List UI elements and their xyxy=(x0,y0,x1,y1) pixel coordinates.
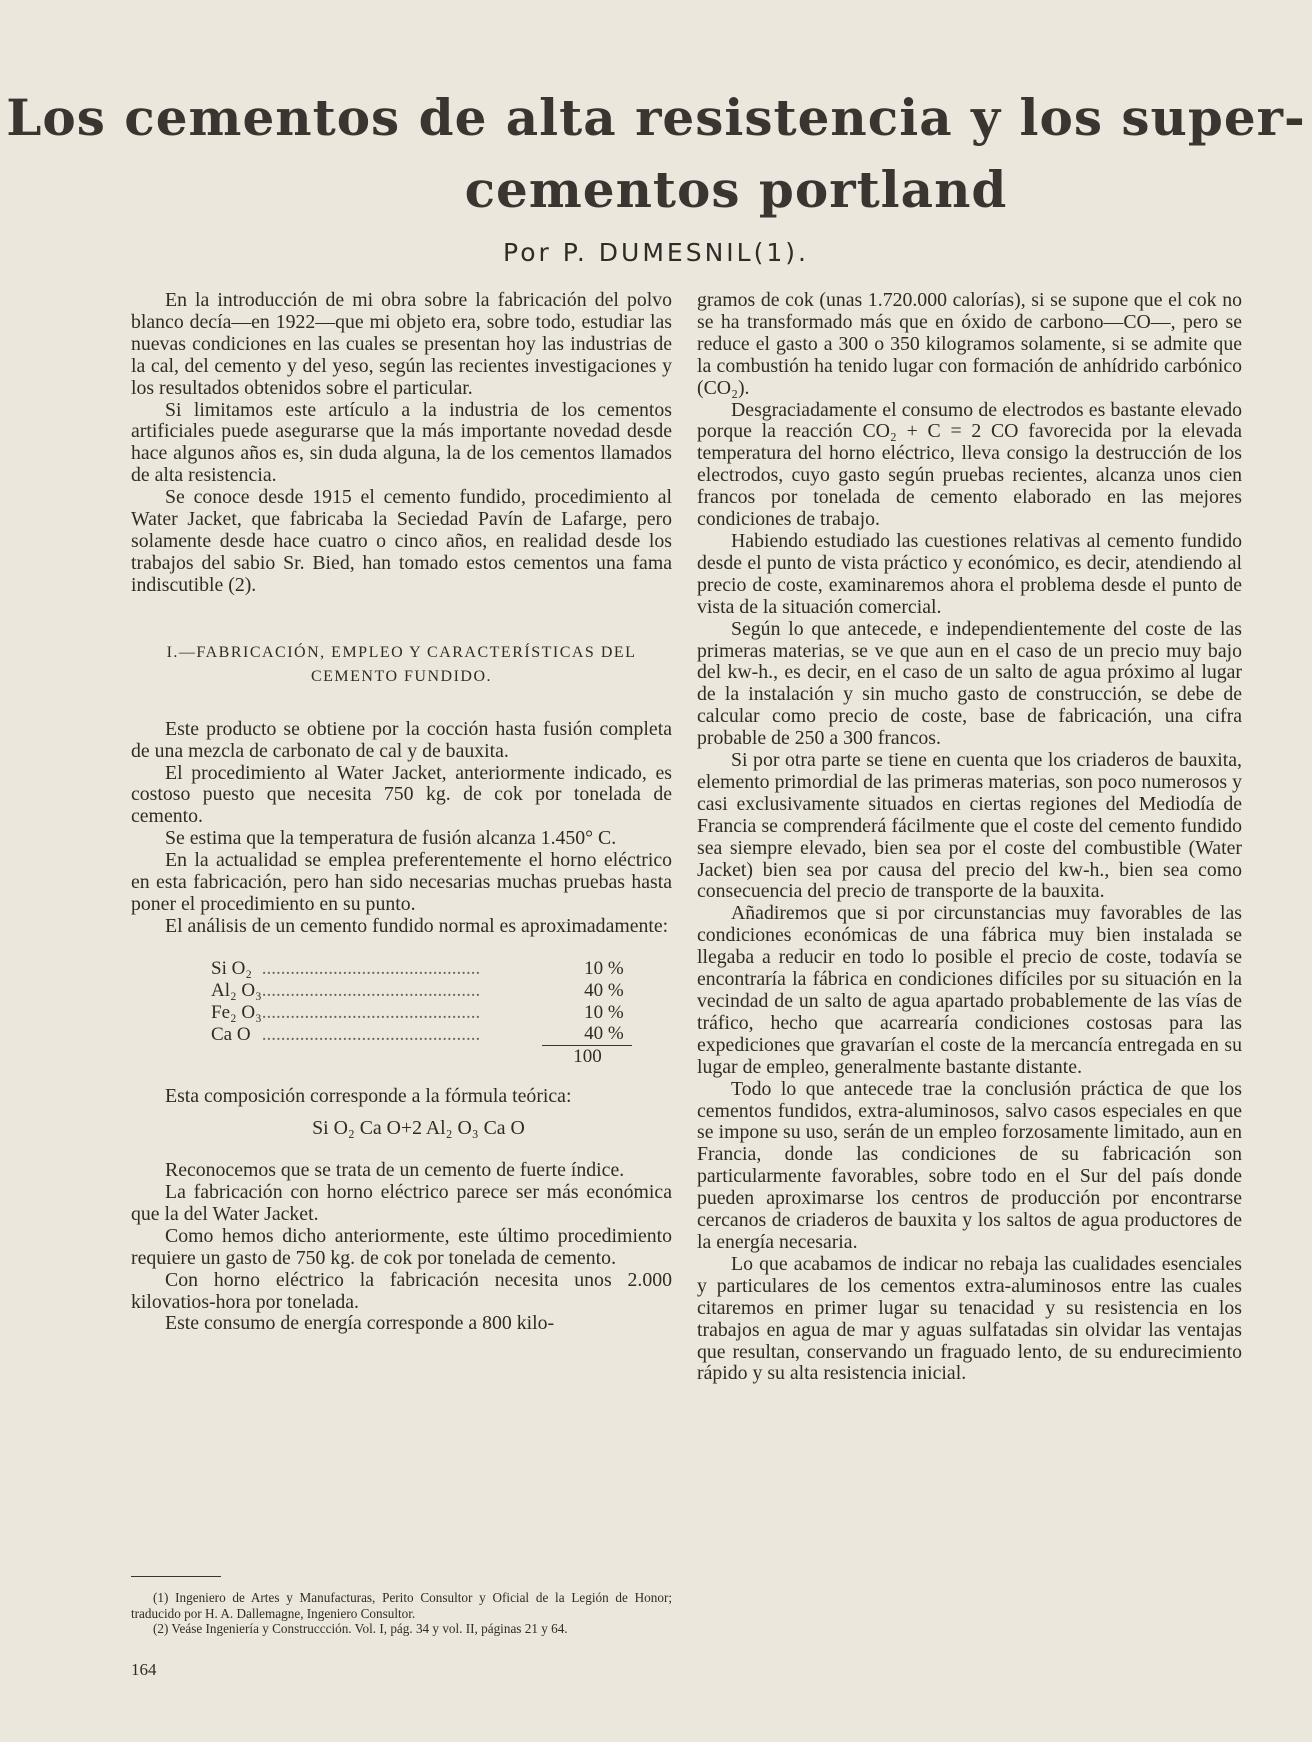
article-title-line-2: cementos portland xyxy=(464,160,1008,219)
paragraph: Habiendo estudiado las cuestiones relativas al cemento fundido desde el punto de vista práctico y económico, es decir, atendiendo al precio de coste, examinaremos ahora el problema desde el punto de vista de la situación comercial. xyxy=(697,529,1242,618)
compound-label: Al₂ O₃ xyxy=(211,979,262,1001)
paragraph: En la introducción de mi obra sobre la fabricación del polvo blanco decía—en 1922—que mi objeto era, sobre todo, estudiar las nuevas condiciones en las cuales se presentan hoy las industrias de la cal, del cemento y del yeso, según las recientes investigaciones y los resultados obtenidos sobre el particular. xyxy=(131,289,672,399)
footnotes xyxy=(131,1590,672,1637)
compound-percent: 10 % xyxy=(584,1001,624,1023)
dot-leader: .............................................. xyxy=(261,979,481,1001)
paragraph: Este consumo de energía corresponde a 800 kilo- xyxy=(165,1312,555,1335)
left-column xyxy=(131,290,672,1335)
table-row xyxy=(211,1023,632,1045)
paragraph: Reconocemos que se trata de un cemento de fuerte índice. xyxy=(165,1159,625,1182)
paragraph: gramos de cok (unas 1.720.000 calorías), si se supone que el cok no se ha transformado más que en óxido de carbono—CO—, pero se reduce el gasto a 300 o 350 kilogramos solamente, si se admite que la combustión ha tenido lugar con formación de anhídrido carbónico (CO₂). xyxy=(697,289,1242,399)
table-row xyxy=(211,1002,632,1024)
paragraph: Según lo que antecede, e independientemente del coste de las primeras materias, se ve que aun en el caso de un precio muy bajo del kw-h., es decir, en el caso de un salto de agua próximo al lugar de la instalación y sin mucho gasto de construcción, se debe de calcular como precio de coste, base de fabricación, una cifra probable de 250 a 300 francos. xyxy=(697,617,1242,750)
compound-label: Si O₂ xyxy=(211,957,252,979)
right-column xyxy=(697,290,1242,1385)
paragraph: Esta composición corresponde a la fórmula teórica: xyxy=(165,1085,572,1108)
article-title-line-1: Los cementos de alta resistencia y los super- xyxy=(6,88,1306,147)
paragraph: Este producto se obtiene por la cocción hasta fusión completa de una mezcla de carbonato de cal y de bauxita. xyxy=(131,717,672,762)
table-row xyxy=(211,1046,632,1068)
paragraph: Si por otra parte se tiene en cuenta que los criaderos de bauxita, elemento primordial de las primeras materias, son poco numerosos y casi exclusivamente situados en ciertas regiones del Mediodía de Francia se comprenderá fácilmente que el coste del cemento fundido sea siempre elevado, bien sea por el coste del combustible (Water Jacket) bien sea por causa del precio del kw-h., bien sea como consecuencia del precio de transporte de la bauxita. xyxy=(697,749,1242,903)
page-number: 164 xyxy=(131,1660,157,1679)
paragraph: Lo que acabamos de indicar no rebaja las cualidades esenciales y particulares de los cementos extra-aluminosos entre las cuales citaremos en primer lugar su tenacidad y su resistencia en los trabajos en agua de mar y aguas sulfatadas sin olvidar las ventajas que resultan, conservando un fraguado lento, de su endurecimiento rápido y su alta resistencia inicial. xyxy=(697,1252,1242,1385)
footnote: (2) Veáse Ingeniería y Construccción. Vol. I, pág. 34 y vol. II, páginas 21 y 64. xyxy=(153,1621,568,1636)
paragraph: Se estima que la temperatura de fusión alcanza 1.450° C. xyxy=(165,827,617,850)
compound-percent: 40 % xyxy=(584,1023,624,1045)
compound-label: Ca O xyxy=(211,1023,251,1045)
dot-leader: .............................................. xyxy=(261,957,481,979)
paragraph: El análisis de un cemento fundido normal es aproximadamente: xyxy=(165,914,669,937)
paragraph: El procedimiento al Water Jacket, anteriormente indicado, es costoso puesto que necesita 750 kg. de cok por tonelada de cemento. xyxy=(131,761,672,828)
paragraph: Añadiremos que si por circunstancias muy favorables de las condiciones económicas de una fábrica muy bien instalada se llegaba a reducir en todo lo posible el precio de coste, todavía se encontraría la fábrica en condiciones difíciles por su situación en la vecindad de un salto de agua apartado probablemente de las vías de tráfico, hecho que acarrearía condiciones costosas para las expediciones que gravarían el coste de la mercancía entregada en su lugar de empleo, generalmente bastante distante. xyxy=(697,902,1242,1078)
paragraph: La fabricación con horno eléctrico parece ser más económica que la del Water Jacket. xyxy=(131,1181,672,1225)
footnote-divider xyxy=(131,1576,221,1577)
paragraph: Se conoce desde 1915 el cemento fundido, procedimiento al Water Jacket, que fabricaba la Seciedad Pavín de Lafarge, pero solamente desde hace cuatro o cinco años, en realidad desde los trabajos del sabio Sr. Bied, han tomado estos cementos una fama indiscutible (2). xyxy=(131,486,672,596)
dot-leader: .............................................. xyxy=(261,1023,481,1045)
composition-total: 100 xyxy=(542,1046,632,1068)
paragraph: Como hemos dicho anteriormente, este último procedimiento requiere un gasto de 750 kg. de cok por tonelada de cemento. xyxy=(131,1224,672,1269)
section-heading: I.—FABRICACIÓN, EMPLEO Y CARACTERÍSTICAS DEL CEMENTO FUNDIDO. xyxy=(166,643,637,685)
author-byline: Por P. DUMESNIL(1). xyxy=(503,238,809,267)
paragraph: Si limitamos este artículo a la industria de los cementos artificiales puede asegurarse que la más importante novedad desde hace algunos años es, sin duda alguna, la de los cementos llamados de alta resistencia. xyxy=(131,398,672,487)
paragraph: Todo lo que antecede trae la conclusión práctica de que los cementos fundidos, extra-aluminosos, salvo casos especiales en que se impone su uso, serán de un empleo forzosamente limitado, aun en Francia, donde las condiciones de su fabricación son particularmente favorables, sobre todo en el Sur del país donde pueden aproximarse los centros de producción por encontrarse cercanos de criaderos de bauxita y los saltos de agua productores de la energía necesaria. xyxy=(697,1077,1242,1253)
compound-percent: 10 % xyxy=(584,957,624,979)
chemical-formula: Si O₂ Ca O+2 Al₂ O₃ Ca O xyxy=(312,1117,525,1140)
dot-leader: .............................................. xyxy=(261,1001,481,1023)
compound-label: Fe₂ O₃ xyxy=(211,1001,262,1023)
paragraph: Desgraciadamente el consumo de electrodos es bastante elevado porque la reacción CO₂ + C = 2 CO favorecida por la elevada temperatura del horno eléctrico, lleva consigo la destrucción de los electrodos, cuyo gasto según pruebas recientes, alcanza unos cien francos por tonelada de cemento elaborado en las mejores condiciones de trabajo. xyxy=(697,398,1242,531)
paragraph: En la actualidad se emplea preferentemente el horno eléctrico en esta fabricación, pero han sido necesarias muchas pruebas hasta poner el procedimiento en su punto. xyxy=(131,849,672,915)
compound-percent: 40 % xyxy=(584,979,624,1001)
composition-table xyxy=(211,958,632,1069)
table-row xyxy=(211,958,632,980)
footnote: (1) Ingeniero de Artes y Manufacturas, Perito Consultor y Oficial de la Legión de Honor; traducido por H. A. Dallemagne, Ingeniero Consultor. xyxy=(131,1590,672,1621)
table-row xyxy=(211,980,632,1002)
paragraph: Con horno eléctrico la fabricación necesita unos 2.000 kilovatios-hora por tonelada. xyxy=(131,1268,672,1313)
